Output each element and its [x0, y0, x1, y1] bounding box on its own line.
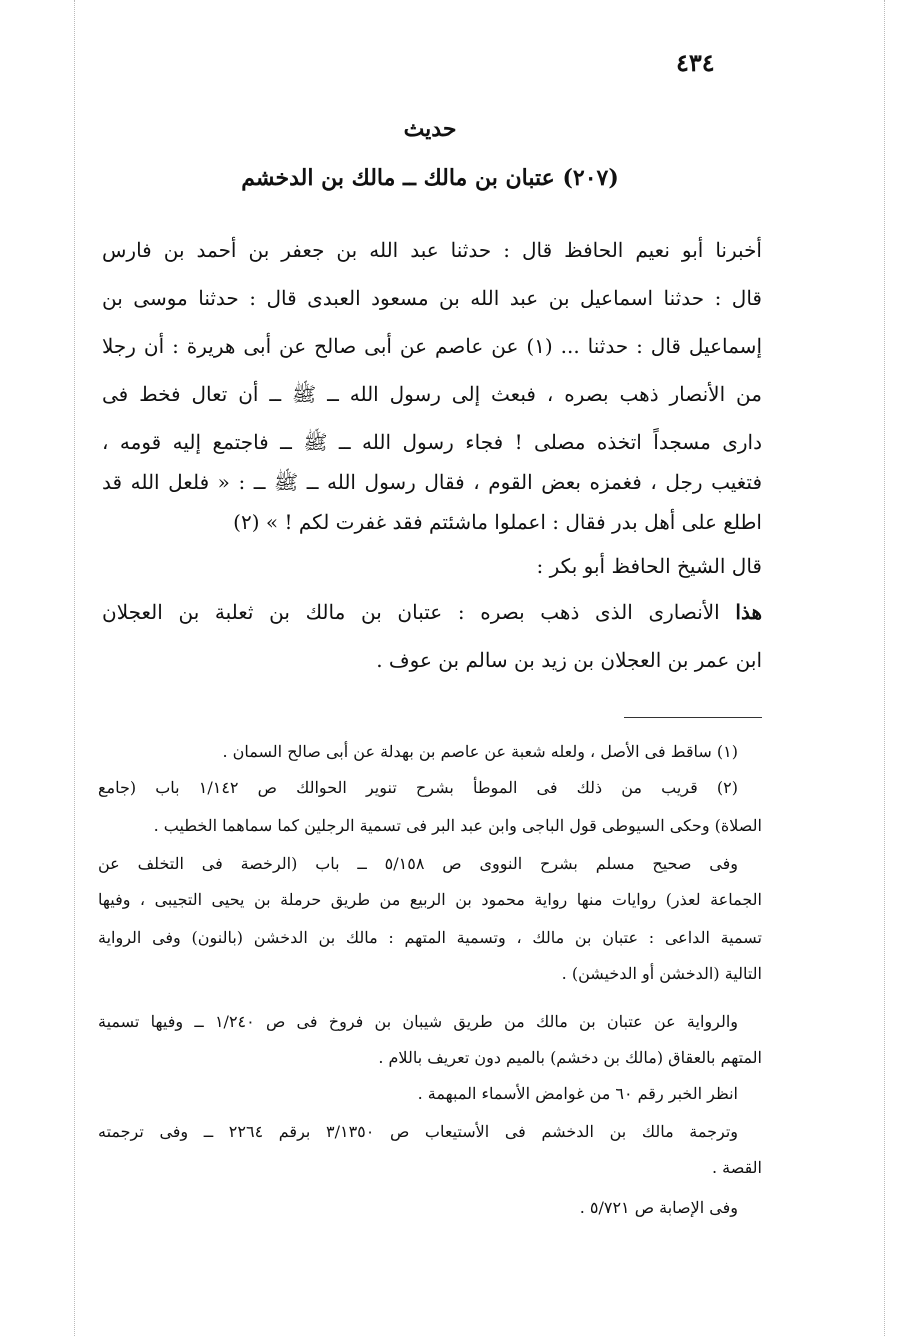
- body-line: ابن عمر بن العجلان بن زيد بن سالم بن عوف .: [376, 648, 762, 672]
- body-line: من الأنصار ذهب بصره ، فبعث إلى رسول الله ــ ﷺ ــ أن تعال فخط فى: [102, 382, 762, 406]
- scan-edge-dots-left: [74, 0, 75, 1336]
- body-line: إسماعيل قال : حدثنا ... (١) عن عاصم عن أبى صالح عن أبى هريرة : أن رجلا: [102, 334, 762, 358]
- bold-lead-word: هذا: [735, 600, 762, 624]
- footnote-line: (١) ساقط فى الأصل ، ولعله شعبة عن عاصم بن بهدلة عن أبى صالح السمان .: [222, 742, 738, 761]
- footnote-line: الصلاة) وحكى السيوطى قول الباجى وابن عبد البر فى تسمية الرجلين كما سماهما الخطيب .: [153, 816, 762, 835]
- section-title: حديث: [403, 116, 457, 142]
- footnote-line: التالية (الدخشن أو الدخيشن) .: [561, 964, 762, 983]
- footnote-line: والرواية عن عتبان بن مالك من طريق شيبان بن فروخ فى ص ١/٢٤٠ ــ وفيها تسمية: [98, 1012, 739, 1031]
- hadith-subtitle: (٢٠٧) عتبان بن مالك ــ مالك بن الدخشم: [241, 165, 619, 191]
- page-number: ٤٣٤: [676, 48, 715, 77]
- footnote-line: تسمية الداعى : عتبان بن مالك ، وتسمية المتهم : مالك بن الدخشن (بالنون) وفى الرواية: [98, 928, 762, 947]
- footnote-line: انظر الخبر رقم ٦٠ من غوامض الأسماء المبهمة .: [417, 1084, 738, 1103]
- line-text: الأنصارى الذى ذهب بصره : عتبان بن مالك بن ثعلبة بن العجلان: [102, 600, 736, 624]
- body-line: قال الشيخ الحافظ أبو بكر :: [536, 554, 762, 578]
- body-line: أخبرنا أبو نعيم الحافظ قال : حدثنا عبد الله بن جعفر بن أحمد بن فارس: [102, 238, 762, 262]
- footnote-line: الجماعة لعذر) روايات منها رواية محمود بن الربيع من طريق حرملة بن يحيى التجيبى ، وفيها: [98, 890, 762, 909]
- scan-edge-dots-right: [884, 0, 885, 1336]
- footnote-separator: [624, 717, 762, 718]
- footnote-line: المتهم بالعقاق (مالك بن دخشم) بالميم دون تعريف باللام .: [378, 1048, 762, 1067]
- footnote-line: وترجمة مالك بن الدخشم فى الأستيعاب ص ٣/١٣٥٠ برقم ٢٢٦٤ ــ وفى ترجمته: [98, 1122, 739, 1141]
- body-line: اطلع على أهل بدر فقال : اعملوا ماشئتم فقد غفرت لكم ! » (٢): [233, 510, 762, 534]
- footnote-line: وفى الإصابة ص ٥/٧٢١ .: [579, 1198, 738, 1217]
- body-line: دارى مسجداً اتخذه مصلى ! فجاء رسول الله ــ ﷺ ــ فاجتمع إليه قومه ،: [102, 430, 762, 454]
- footnote-line: وفى صحيح مسلم بشرح النووى ص ٥/١٥٨ ــ باب (الرخصة فى التخلف عن: [98, 854, 738, 873]
- footnote-line: القصة .: [711, 1158, 762, 1177]
- body-line: [102, 598, 762, 626]
- body-line: فتغيب رجل ، فغمزه بعض القوم ، فقال رسول الله ــ ﷺ ــ : « فلعل الله قد: [102, 470, 762, 494]
- body-line: قال : حدثنا اسماعيل بن عبد الله بن مسعود العبدى قال : حدثنا موسى بن: [102, 286, 762, 310]
- footnote-line: (٢) قريب من ذلك فى الموطأ بشرح تنوير الحوالك ص ١/١٤٢ باب (جامع: [98, 778, 738, 797]
